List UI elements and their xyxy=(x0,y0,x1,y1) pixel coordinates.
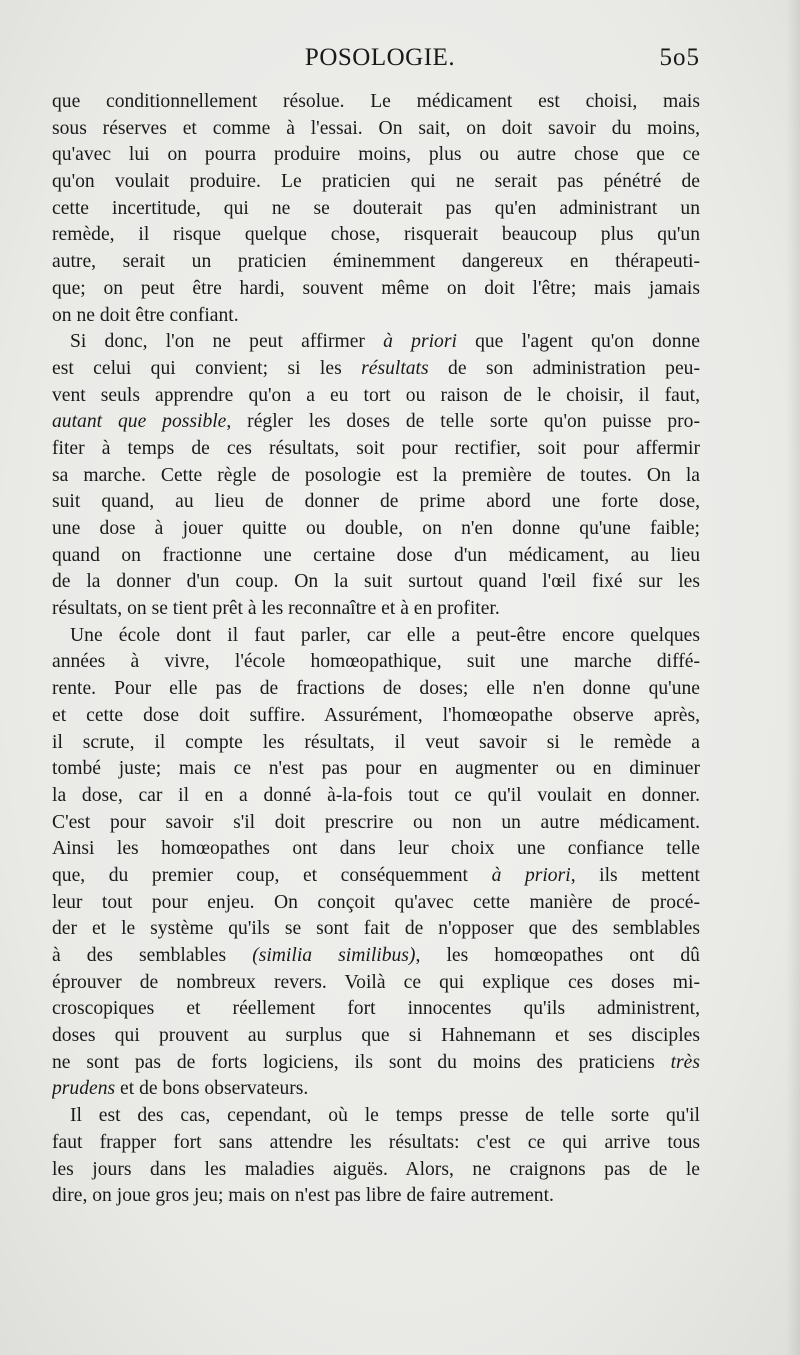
text-line xyxy=(52,1103,700,1130)
text-segment: et de bons observateurs. xyxy=(115,1078,309,1100)
text-line xyxy=(52,1050,700,1077)
text-line xyxy=(52,489,700,516)
italic-segment: résultats xyxy=(361,357,429,379)
text-segment: les jours dans les maladies aiguës. Alors, ne craignons pas de le xyxy=(52,1158,700,1180)
text-line xyxy=(52,1183,700,1210)
text-line xyxy=(52,196,700,223)
text-line xyxy=(52,169,700,196)
text-segment: fiter à temps de ces résultats, soit pour rectifier, soit pour affermir xyxy=(52,437,700,459)
text-segment: éprouver de nombreux revers. Voilà ce qui explique ces doses mi- xyxy=(52,971,700,993)
text-line xyxy=(52,409,700,436)
text-segment: qu'avec lui on pourra produire moins, plus ou autre chose que ce xyxy=(52,144,700,166)
italic-segment: prudens xyxy=(52,1078,116,1100)
text-segment: est celui qui convient; si les xyxy=(52,357,362,379)
text-line xyxy=(52,1157,700,1184)
text-line xyxy=(52,1130,700,1157)
text-segment: on ne doit être confiant. xyxy=(52,304,239,326)
italic-segment: très xyxy=(670,1051,700,1073)
text-segment: tombé juste; mais ce n'est pas pour en augmenter ou en diminuer xyxy=(52,758,700,780)
text-segment: que conditionnellement résolue. Le médicament est choisi, mais xyxy=(52,91,700,112)
text-line xyxy=(52,943,700,970)
text-line xyxy=(52,142,700,169)
text-line xyxy=(52,543,700,570)
text-segment: suit quand, au lieu de donner de prime abord une forte dose, xyxy=(52,491,700,513)
text-segment: ne sont pas de forts logiciens, ils sont du moins des praticiens xyxy=(52,1051,671,1073)
text-segment: Ainsi les homœopathes ont dans leur choix une confiance telle xyxy=(52,838,700,860)
text-segment: doses qui prouvent au surplus que si Hahnemann et ses disciples xyxy=(52,1025,700,1047)
running-title: POSOLOGIE. xyxy=(304,44,456,71)
text-segment: que, du premier coup, et conséquemment xyxy=(52,864,492,886)
italic-segment: (similia similibus) xyxy=(252,945,416,966)
text-segment: quand on fractionne une certaine dose d'un médicament, au lieu xyxy=(52,544,700,566)
text-segment: croscopiques et réellement fort innocentes qu'ils administrent, xyxy=(52,998,700,1020)
paragraph xyxy=(52,89,700,329)
text-line xyxy=(52,730,700,757)
text-line xyxy=(52,329,700,356)
text-line xyxy=(52,676,700,703)
text-line xyxy=(52,836,700,863)
text-line xyxy=(52,996,700,1023)
text-segment: sa marche. Cette règle de posologie est la première de toutes. On la xyxy=(52,464,700,486)
text-segment: remède, il risque quelque chose, risquerait beaucoup plus qu'un xyxy=(52,224,700,246)
text-line xyxy=(52,596,700,623)
text-line xyxy=(52,623,700,650)
text-line xyxy=(52,783,700,810)
text-segment: cette incertitude, qui ne se douterait pas qu'en administrant un xyxy=(52,197,700,219)
italic-segment: autant que possible xyxy=(52,411,227,433)
text-segment: autre, serait un praticien éminemment dangereux en thérapeuti- xyxy=(52,251,700,273)
page-header xyxy=(0,44,800,84)
text-segment: leur tout pour enjeu. On conçoit qu'avec cette manière de procé- xyxy=(52,891,700,913)
text-segment: , ils mettent xyxy=(570,864,700,886)
text-line xyxy=(52,116,700,143)
text-segment: années à vivre, l'école homœopathique, suit une marche diffé- xyxy=(52,651,700,673)
text-line xyxy=(52,863,700,890)
text-line xyxy=(52,276,700,303)
text-segment: , régler les doses de telle sorte qu'on puisse pro- xyxy=(226,411,700,433)
paragraph xyxy=(52,1103,700,1210)
text-segment: , les homœopathes ont dû xyxy=(415,945,700,966)
text-segment: C'est pour savoir s'il doit prescrire ou non un autre médicament. xyxy=(52,811,700,833)
text-segment: que l'agent qu'on donne xyxy=(456,331,700,353)
text-segment: Il est des cas, cependant, où le temps presse de telle sorte qu'il xyxy=(70,1105,700,1127)
text-line xyxy=(52,756,700,783)
text-line xyxy=(52,516,700,543)
text-segment: rente. Pour elle pas de fractions de doses; elle n'en donne qu'une xyxy=(52,678,700,700)
text-segment: il scrute, il compte les résultats, il veut savoir si le remède a xyxy=(52,731,700,753)
italic-segment: à priori xyxy=(383,331,457,353)
text-line xyxy=(52,463,700,490)
text-line xyxy=(52,436,700,463)
text-line xyxy=(52,1076,700,1103)
text-line xyxy=(52,703,700,730)
text-segment: résultats, on se tient prêt à les reconnaître et à en profiter. xyxy=(52,598,500,620)
text-line xyxy=(52,649,700,676)
text-line xyxy=(52,356,700,383)
italic-segment: à priori xyxy=(491,864,571,886)
text-line xyxy=(52,249,700,276)
text-segment: Si donc, l'on ne peut affirmer xyxy=(70,331,384,353)
text-segment: à des semblables xyxy=(52,945,253,966)
page-edge-shadow xyxy=(786,0,800,1355)
text-line xyxy=(52,810,700,837)
text-segment: que; on peut être hardi, souvent même on doit l'être; mais jamais xyxy=(52,277,700,299)
text-segment: de son administration peu- xyxy=(428,357,700,379)
text-line xyxy=(52,569,700,596)
text-line xyxy=(52,970,700,997)
text-segment: faut frapper fort sans attendre les résultats: c'est ce qui arrive tous xyxy=(52,1131,700,1153)
text-segment: la dose, car il en a donné à-la-fois tout ce qu'il voulait en donner. xyxy=(52,784,700,806)
text-line xyxy=(52,89,700,116)
page-number: 5o5 xyxy=(659,44,700,71)
body-text xyxy=(52,89,700,1210)
text-segment: sous réserves et comme à l'essai. On sait, on doit savoir du moins, xyxy=(52,117,700,139)
text-segment: dire, on joue gros jeu; mais on n'est pas libre de faire autrement. xyxy=(52,1185,554,1207)
text-segment: Une école dont il faut parler, car elle a peut-être encore quelques xyxy=(70,624,700,646)
text-line xyxy=(52,1023,700,1050)
text-segment: qu'on voulait produire. Le praticien qui ne serait pas pénétré de xyxy=(52,171,700,193)
text-line xyxy=(52,890,700,917)
text-segment: de la donner d'un coup. On la suit surtout quand l'œil fixé sur les xyxy=(52,571,700,593)
paragraph xyxy=(52,623,700,1103)
text-line xyxy=(52,383,700,410)
paragraph xyxy=(52,329,700,623)
text-line xyxy=(52,303,700,330)
text-line xyxy=(52,916,700,943)
text-line xyxy=(52,222,700,249)
text-segment: der et le système qu'ils se sont fait de n'opposer que des semblables xyxy=(52,918,700,940)
text-segment: vent seuls apprendre qu'on a eu tort ou raison de le choisir, il faut, xyxy=(52,384,700,406)
text-segment: une dose à jouer quitte ou double, on n'en donne qu'une faible; xyxy=(52,518,700,539)
text-segment: et cette dose doit suffire. Assurément, l'homœopathe observe après, xyxy=(52,704,700,726)
